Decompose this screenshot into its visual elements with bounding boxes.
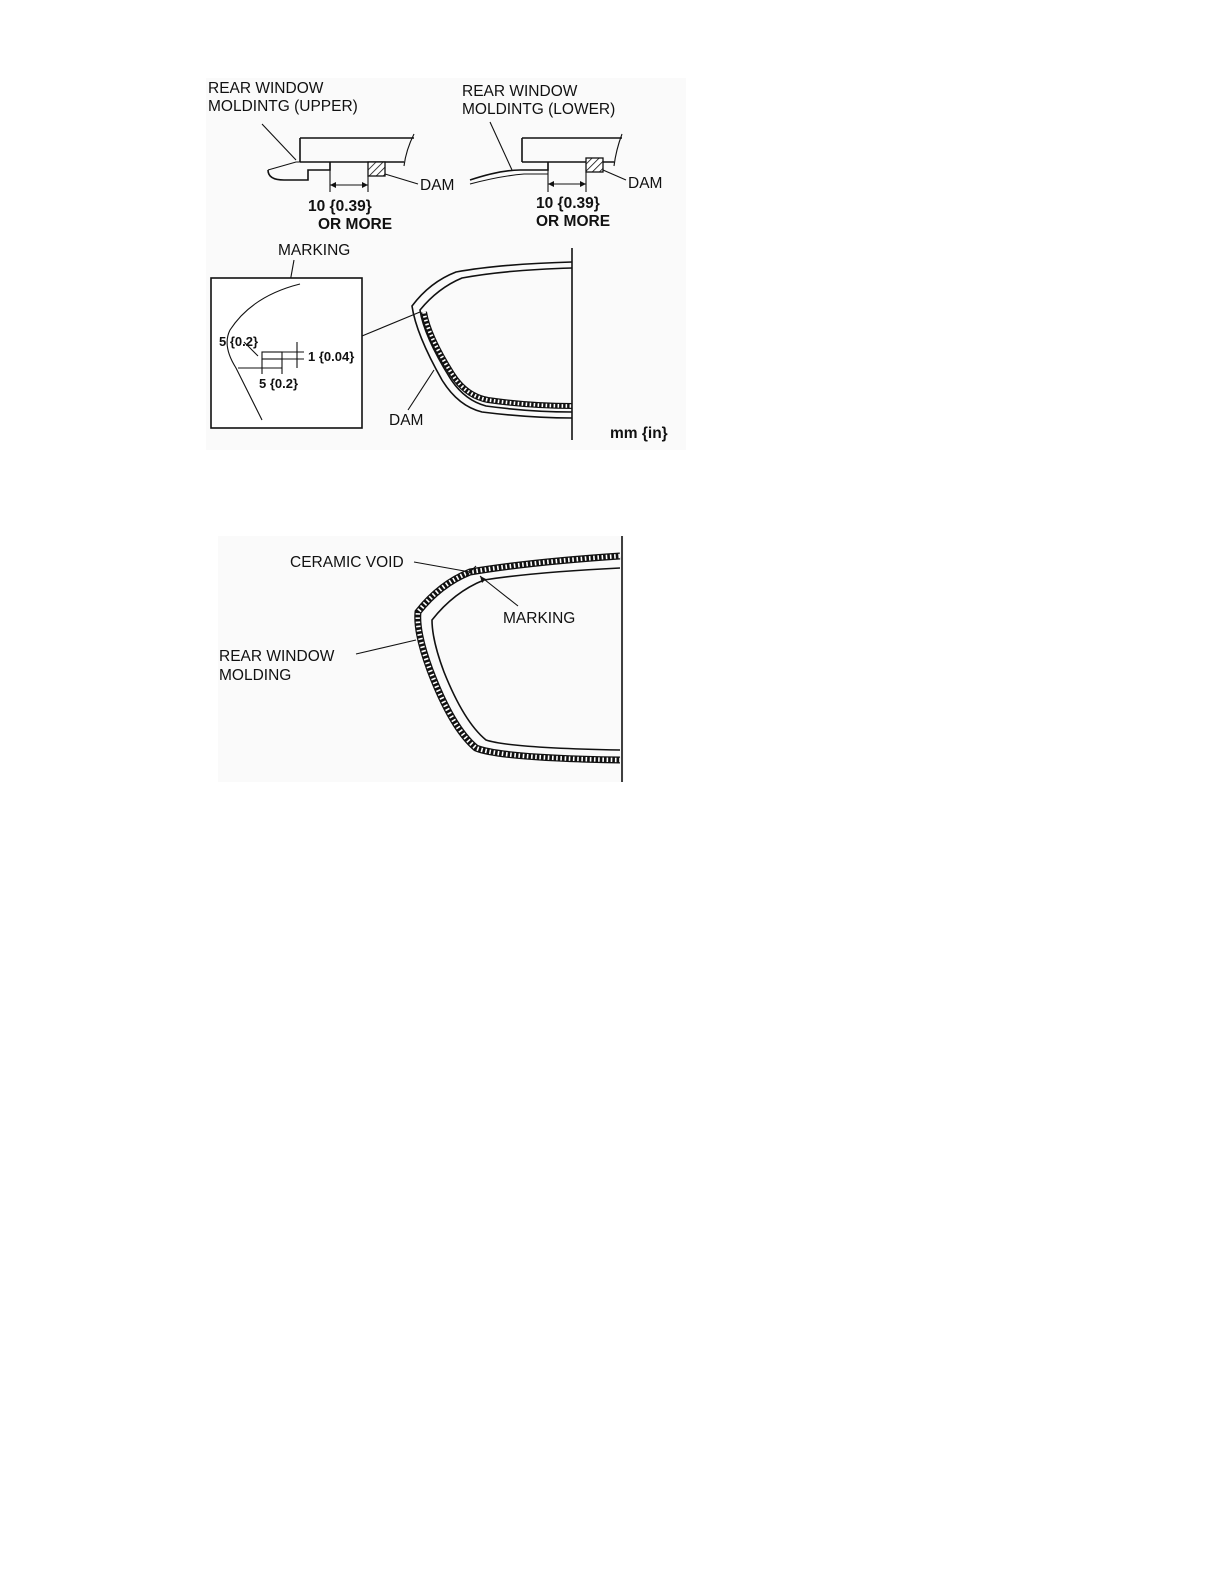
- upper-molding-label-line2: MOLDINTG (UPPER): [208, 98, 358, 115]
- units-label: mm {in}: [610, 425, 668, 442]
- detail-left-dim-label: 5 {0.2}: [219, 334, 259, 349]
- rear-window-molding-label-line2: MOLDING: [219, 667, 292, 684]
- lower-molding-label-line2: MOLDINTG (LOWER): [462, 101, 616, 118]
- lower-dim-value: 10 {0.39}: [536, 195, 600, 212]
- upper-dam-block: [368, 162, 385, 176]
- lower-dam-block: [586, 158, 603, 172]
- lower-molding-label-line1: REAR WINDOW: [462, 83, 578, 100]
- ceramic-void-label: CERAMIC VOID: [290, 554, 404, 571]
- upper-dim-qualifier: OR MORE: [318, 216, 393, 233]
- marking2-label: MARKING: [503, 610, 576, 627]
- detail-height-label: 1 {0.04}: [308, 349, 355, 364]
- upper-dam-label: DAM: [420, 177, 455, 194]
- lower-dam-label: DAM: [628, 175, 663, 192]
- figure-ceramic-void: [218, 536, 624, 782]
- upper-molding-label-line1: REAR WINDOW: [208, 80, 324, 97]
- upper-dim-value: 10 {0.39}: [308, 198, 372, 215]
- detail-bottom-dim-label: 5 {0.2}: [259, 376, 299, 391]
- rear-window-molding-label-line1: REAR WINDOW: [219, 648, 335, 665]
- detail-marking-rect: [262, 352, 282, 359]
- marking-label: MARKING: [278, 242, 351, 259]
- lower-dim-qualifier: OR MORE: [536, 213, 611, 230]
- figure-dam-installation: [206, 78, 686, 450]
- dam-main-label: DAM: [389, 412, 424, 429]
